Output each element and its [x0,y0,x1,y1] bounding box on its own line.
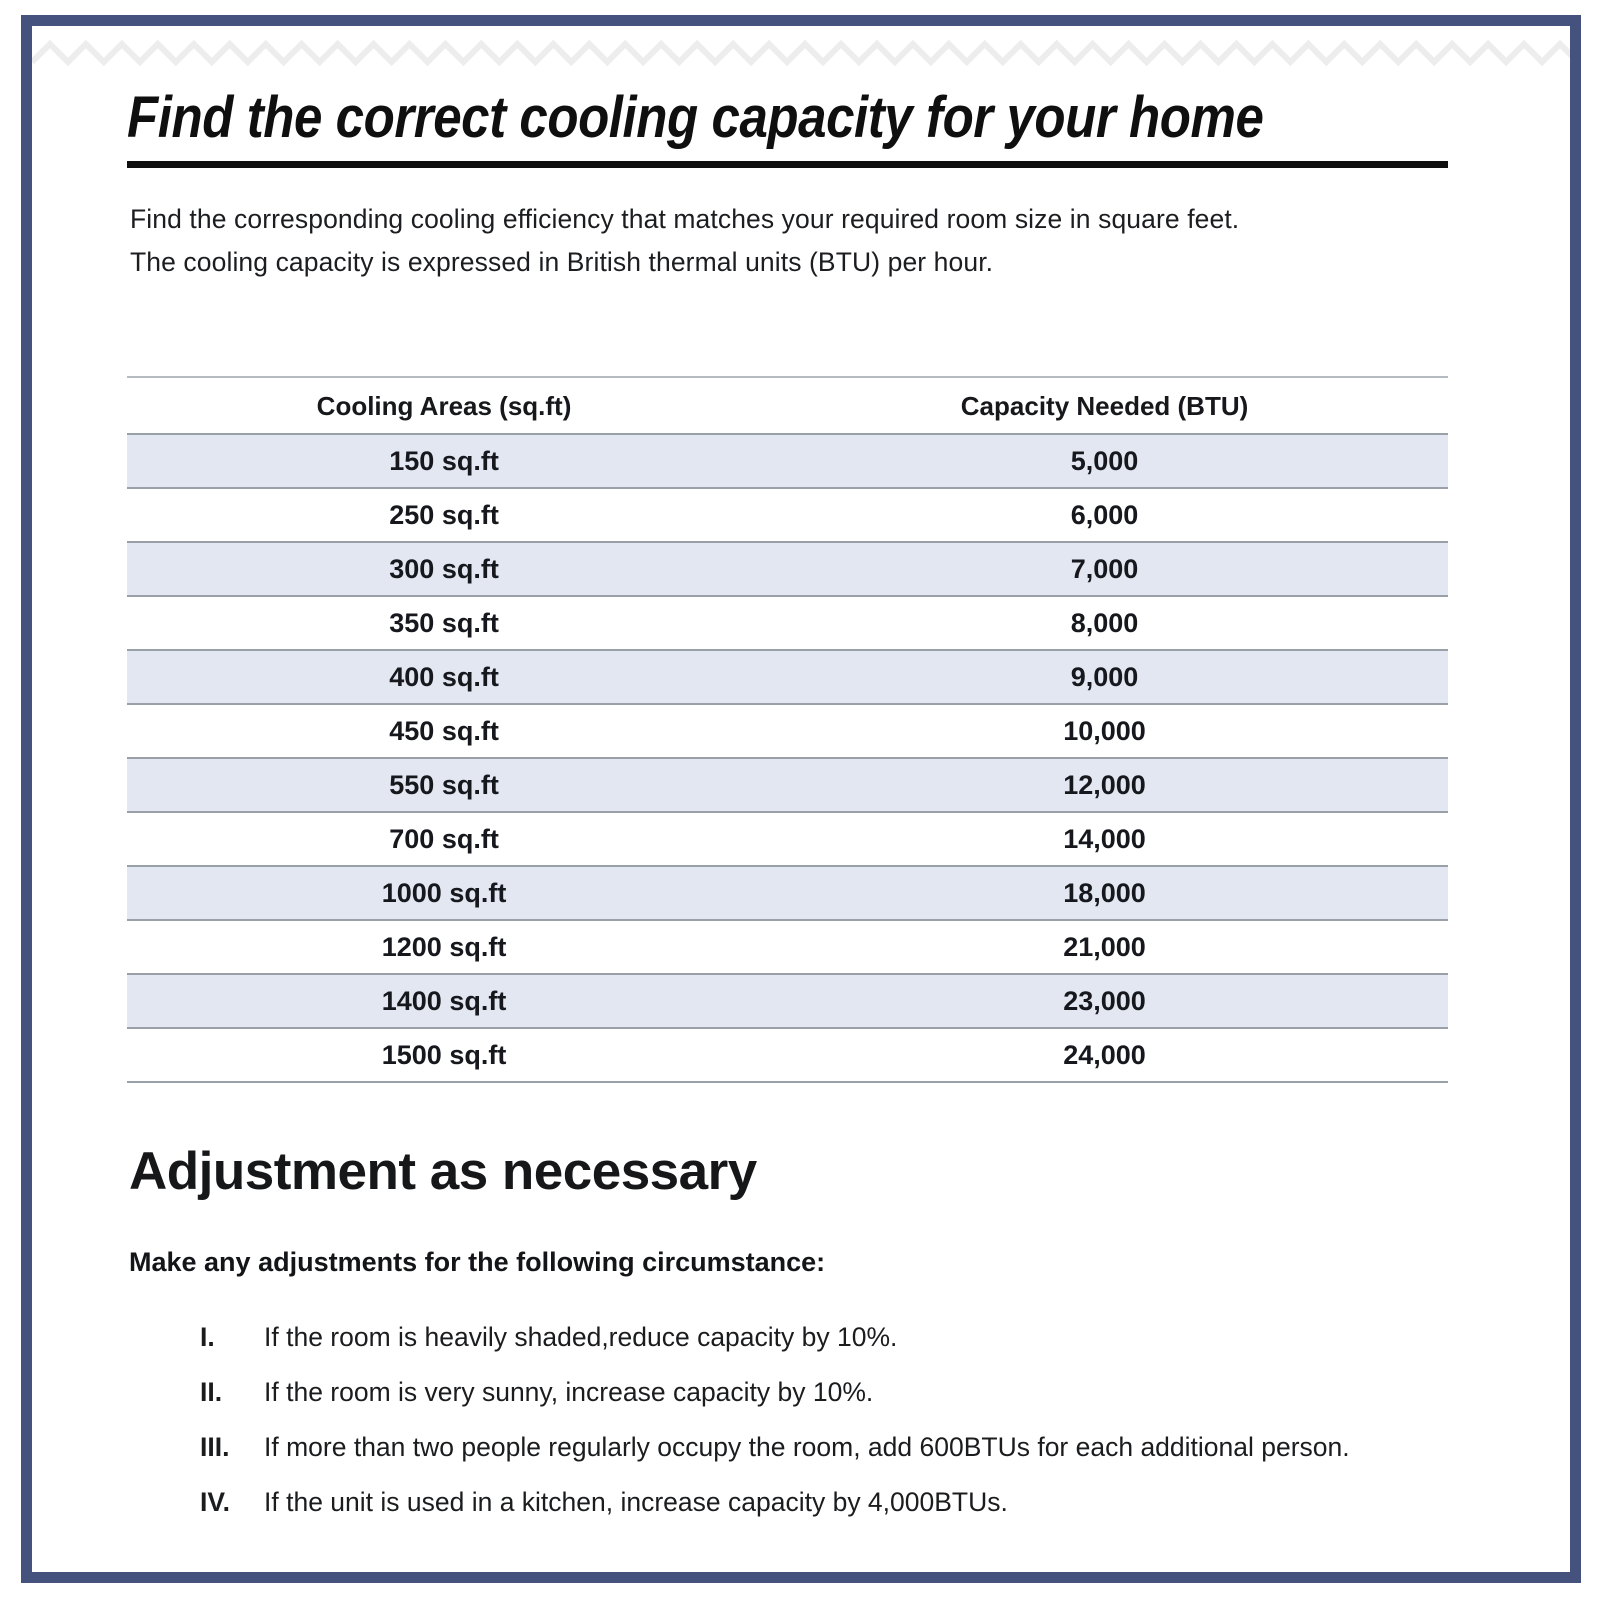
item-numeral: I. [200,1321,215,1352]
cooling-area-cell: 350 sq.ft [389,607,499,638]
item-text: If the room is heavily shaded,reduce capacity by 10%. [264,1321,898,1352]
item-numeral: III. [200,1431,230,1462]
table-row [127,434,1448,488]
item-text: If the unit is used in a kitchen, increase capacity by 4,000BTUs. [264,1486,1008,1517]
table-row [127,1028,1448,1082]
adjustment-heading: Adjustment as necessary [129,1141,757,1201]
capacity-cell: 18,000 [1063,877,1146,908]
capacity-cell: 6,000 [1070,499,1139,530]
document-page [21,15,1581,1583]
intro-line-1: Find the corresponding cooling efficiency that matches your required room size in square feet. [130,203,1240,234]
adjustment-subheading: Make any adjustments for the following circumstance: [129,1246,826,1277]
cooling-area-cell: 150 sq.ft [389,445,499,476]
cooling-area-cell: 1400 sq.ft [381,985,507,1016]
cooling-area-cell: 400 sq.ft [389,661,499,692]
cooling-area-cell: 700 sq.ft [389,823,499,854]
cooling-area-cell: 550 sq.ft [389,769,499,800]
table-row [127,488,1448,542]
item-numeral: II. [200,1376,223,1407]
table-row [127,812,1448,866]
intro-text [130,198,1448,284]
item-text: If more than two people regularly occupy the room, add 600BTUs for each additional person. [264,1431,1350,1462]
capacity-cell: 21,000 [1063,931,1146,962]
capacity-cell: 7,000 [1070,553,1139,584]
adjustment-item [200,1316,1448,1358]
table-row [127,974,1448,1028]
capacity-cell: 10,000 [1063,715,1146,746]
table-row [127,866,1448,920]
page-title [127,85,1448,168]
cooling-area-cell: 1200 sq.ft [381,931,507,962]
capacity-cell: 5,000 [1070,445,1139,476]
column-header-capacity-needed: Capacity Needed (BTU) [960,390,1249,421]
cooling-area-cell: 1000 sq.ft [381,877,507,908]
cooling-area-cell: 1500 sq.ft [381,1039,507,1070]
cooling-area-cell: 450 sq.ft [389,715,499,746]
table-row [127,650,1448,704]
table-row [127,920,1448,974]
adjustment-item [200,1426,1448,1468]
adjustment-list [127,1316,1448,1523]
table-row [127,542,1448,596]
table-row [127,704,1448,758]
capacity-cell: 9,000 [1070,661,1139,692]
capacity-cell: 24,000 [1063,1039,1146,1070]
document-content [127,26,1448,1536]
cooling-capacity-table [127,376,1448,1083]
adjustment-item [200,1371,1448,1413]
intro-line-2: The cooling capacity is expressed in British thermal units (BTU) per hour. [130,246,994,277]
table-row [127,596,1448,650]
item-numeral: IV. [200,1486,230,1517]
page-title-text: Find the correct cooling capacity for your home [127,85,1264,150]
column-header-cooling-areas: Cooling Areas (sq.ft) [316,390,572,421]
table-row [127,758,1448,812]
capacity-cell: 12,000 [1063,769,1146,800]
capacity-cell: 23,000 [1063,985,1146,1016]
cooling-area-cell: 250 sq.ft [389,499,499,530]
adjustment-item [200,1481,1448,1523]
cooling-area-cell: 300 sq.ft [389,553,499,584]
table-header-row [127,377,1448,434]
capacity-cell: 14,000 [1063,823,1146,854]
item-text: If the room is very sunny, increase capacity by 10%. [264,1376,874,1407]
capacity-cell: 8,000 [1070,607,1139,638]
